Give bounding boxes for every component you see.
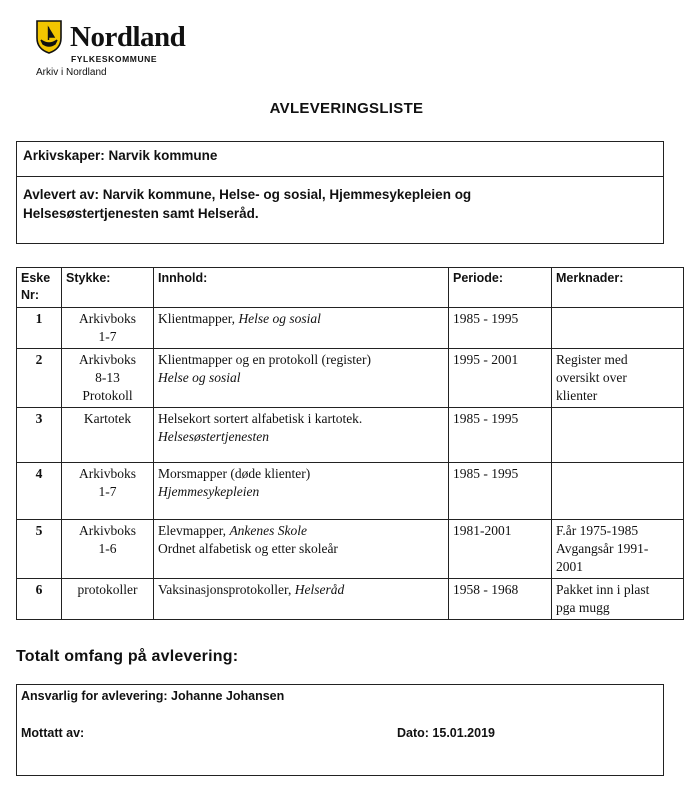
cell-box-nr: 3 — [17, 408, 62, 463]
innhold-text: Elevmapper, — [158, 523, 230, 538]
cell-stykke — [62, 349, 154, 408]
header-merknader: Merknader: — [552, 268, 684, 308]
cell-periode: 1995 - 2001 — [449, 349, 552, 408]
merknad-line: Pakket inn i plast — [556, 582, 650, 597]
received-by-label: Mottatt av: — [21, 726, 85, 740]
innhold-line1 — [158, 465, 444, 483]
cell-stykke — [62, 520, 154, 579]
cell-merknader — [552, 408, 684, 463]
cell-stykke — [62, 308, 154, 349]
cell-stykke — [62, 463, 154, 520]
cell-merknader — [552, 463, 684, 520]
delivery-table — [16, 267, 684, 620]
stykke-line: 1-6 — [98, 541, 117, 556]
innhold-department: Helse og sosial — [238, 311, 321, 326]
merknad-line: klienter — [556, 388, 598, 403]
archive-info-box — [16, 141, 664, 244]
header-box-nr — [17, 268, 62, 308]
logo-tagline: Arkiv i Nordland — [36, 67, 107, 78]
cell-stykke — [62, 579, 154, 620]
stykke-line: Arkivboks — [79, 466, 136, 481]
cell-innhold — [154, 463, 449, 520]
innhold-text: Morsmapper (døde klienter) — [158, 466, 311, 481]
stykke-line: Arkivboks — [79, 311, 136, 326]
header-innhold: Innhold: — [154, 268, 449, 308]
cell-merknader — [552, 349, 684, 408]
innhold-department: Hjemmesykepleien — [158, 484, 260, 499]
logo-name: Nordland — [70, 21, 186, 53]
document-title: AVLEVERINGSLISTE — [269, 100, 424, 117]
cell-innhold — [154, 349, 449, 408]
cell-box-nr: 4 — [17, 463, 62, 520]
signature-box — [16, 684, 664, 776]
merknad-line: pga mugg — [556, 600, 610, 615]
innhold-text: Helsekort sortert alfabetisk i kartotek. — [158, 411, 363, 426]
total-extent-label: Totalt omfang på avlevering: — [16, 648, 239, 665]
innhold-department: Helsesøstertjenesten — [158, 429, 269, 444]
cell-box-nr: 1 — [17, 308, 62, 349]
nordland-shield-icon — [36, 20, 62, 54]
stykke-line: 1-7 — [98, 484, 117, 499]
logo-subtitle: FYLKESKOMMUNE — [71, 54, 158, 64]
innhold-text: Vaksinasjonsprotokoller, — [158, 582, 295, 597]
table-body — [17, 308, 684, 620]
cell-periode: 1958 - 1968 — [449, 579, 552, 620]
merknad-line: 2001 — [556, 559, 583, 574]
cell-merknader — [552, 579, 684, 620]
cell-periode: 1985 - 1995 — [449, 308, 552, 349]
cell-box-nr: 6 — [17, 579, 62, 620]
innhold-line1 — [158, 581, 444, 599]
table-row — [17, 463, 684, 520]
stykke-line: 1-7 — [98, 329, 117, 344]
table-row — [17, 349, 684, 408]
innhold-text: Klientmapper og en protokoll (register) — [158, 352, 371, 367]
innhold-line1 — [158, 522, 444, 540]
table-row — [17, 308, 684, 349]
header-periode: Periode: — [449, 268, 552, 308]
innhold-line1 — [158, 351, 444, 369]
table-row — [17, 579, 684, 620]
archive-creator: Arkivskaper: Narvik kommune — [17, 142, 663, 177]
nordland-logo — [36, 20, 186, 82]
delivered-by-line2: Helsesøstertjenesten samt Helseråd. — [23, 206, 259, 221]
stykke-line: protokoller — [77, 582, 138, 597]
cell-box-nr: 2 — [17, 349, 62, 408]
cell-innhold — [154, 520, 449, 579]
merknad-line: Register med — [556, 352, 628, 367]
header-box-nr-line1: Eske — [21, 271, 51, 285]
stykke-line: Arkivboks — [79, 352, 136, 367]
innhold-line2: Ordnet alfabetisk og etter skoleår — [158, 541, 338, 556]
merknad-line: oversikt over — [556, 370, 627, 385]
innhold-line1 — [158, 410, 444, 428]
cell-box-nr: 5 — [17, 520, 62, 579]
cell-periode: 1985 - 1995 — [449, 408, 552, 463]
innhold-department: Helse og sosial — [158, 370, 241, 385]
cell-merknader — [552, 520, 684, 579]
innhold-department: Helseråd — [294, 582, 345, 597]
cell-periode: 1981-2001 — [449, 520, 552, 579]
delivery-date: Dato: 15.01.2019 — [397, 726, 495, 740]
stykke-line: Arkivboks — [79, 523, 136, 538]
stykke-line: Kartotek — [83, 411, 132, 426]
cell-periode: 1985 - 1995 — [449, 463, 552, 520]
innhold-department: Ankenes Skole — [229, 523, 308, 538]
cell-stykke — [62, 408, 154, 463]
cell-innhold — [154, 308, 449, 349]
header-box-nr-line2: Nr: — [21, 288, 40, 302]
table-row — [17, 520, 684, 579]
table-row — [17, 408, 684, 463]
innhold-line1 — [158, 310, 444, 328]
delivered-by-line1: Avlevert av: Narvik kommune, Helse- og sosial, Hjemmesykepleien og — [23, 187, 472, 202]
stykke-line: 8-13 — [95, 370, 120, 385]
cell-merknader — [552, 308, 684, 349]
merknad-line: F.år 1975-1985 — [556, 523, 639, 538]
merknad-line: Avgangsår 1991- — [556, 541, 649, 556]
cell-innhold — [154, 408, 449, 463]
responsible-person: Ansvarlig for avlevering: Johanne Johansen — [21, 689, 285, 703]
delivered-by — [17, 177, 663, 223]
innhold-text: Klientmapper, — [158, 311, 239, 326]
table-header-row — [17, 268, 684, 308]
cell-innhold — [154, 579, 449, 620]
header-stykke: Stykke: — [62, 268, 154, 308]
stykke-line: Protokoll — [82, 388, 133, 403]
